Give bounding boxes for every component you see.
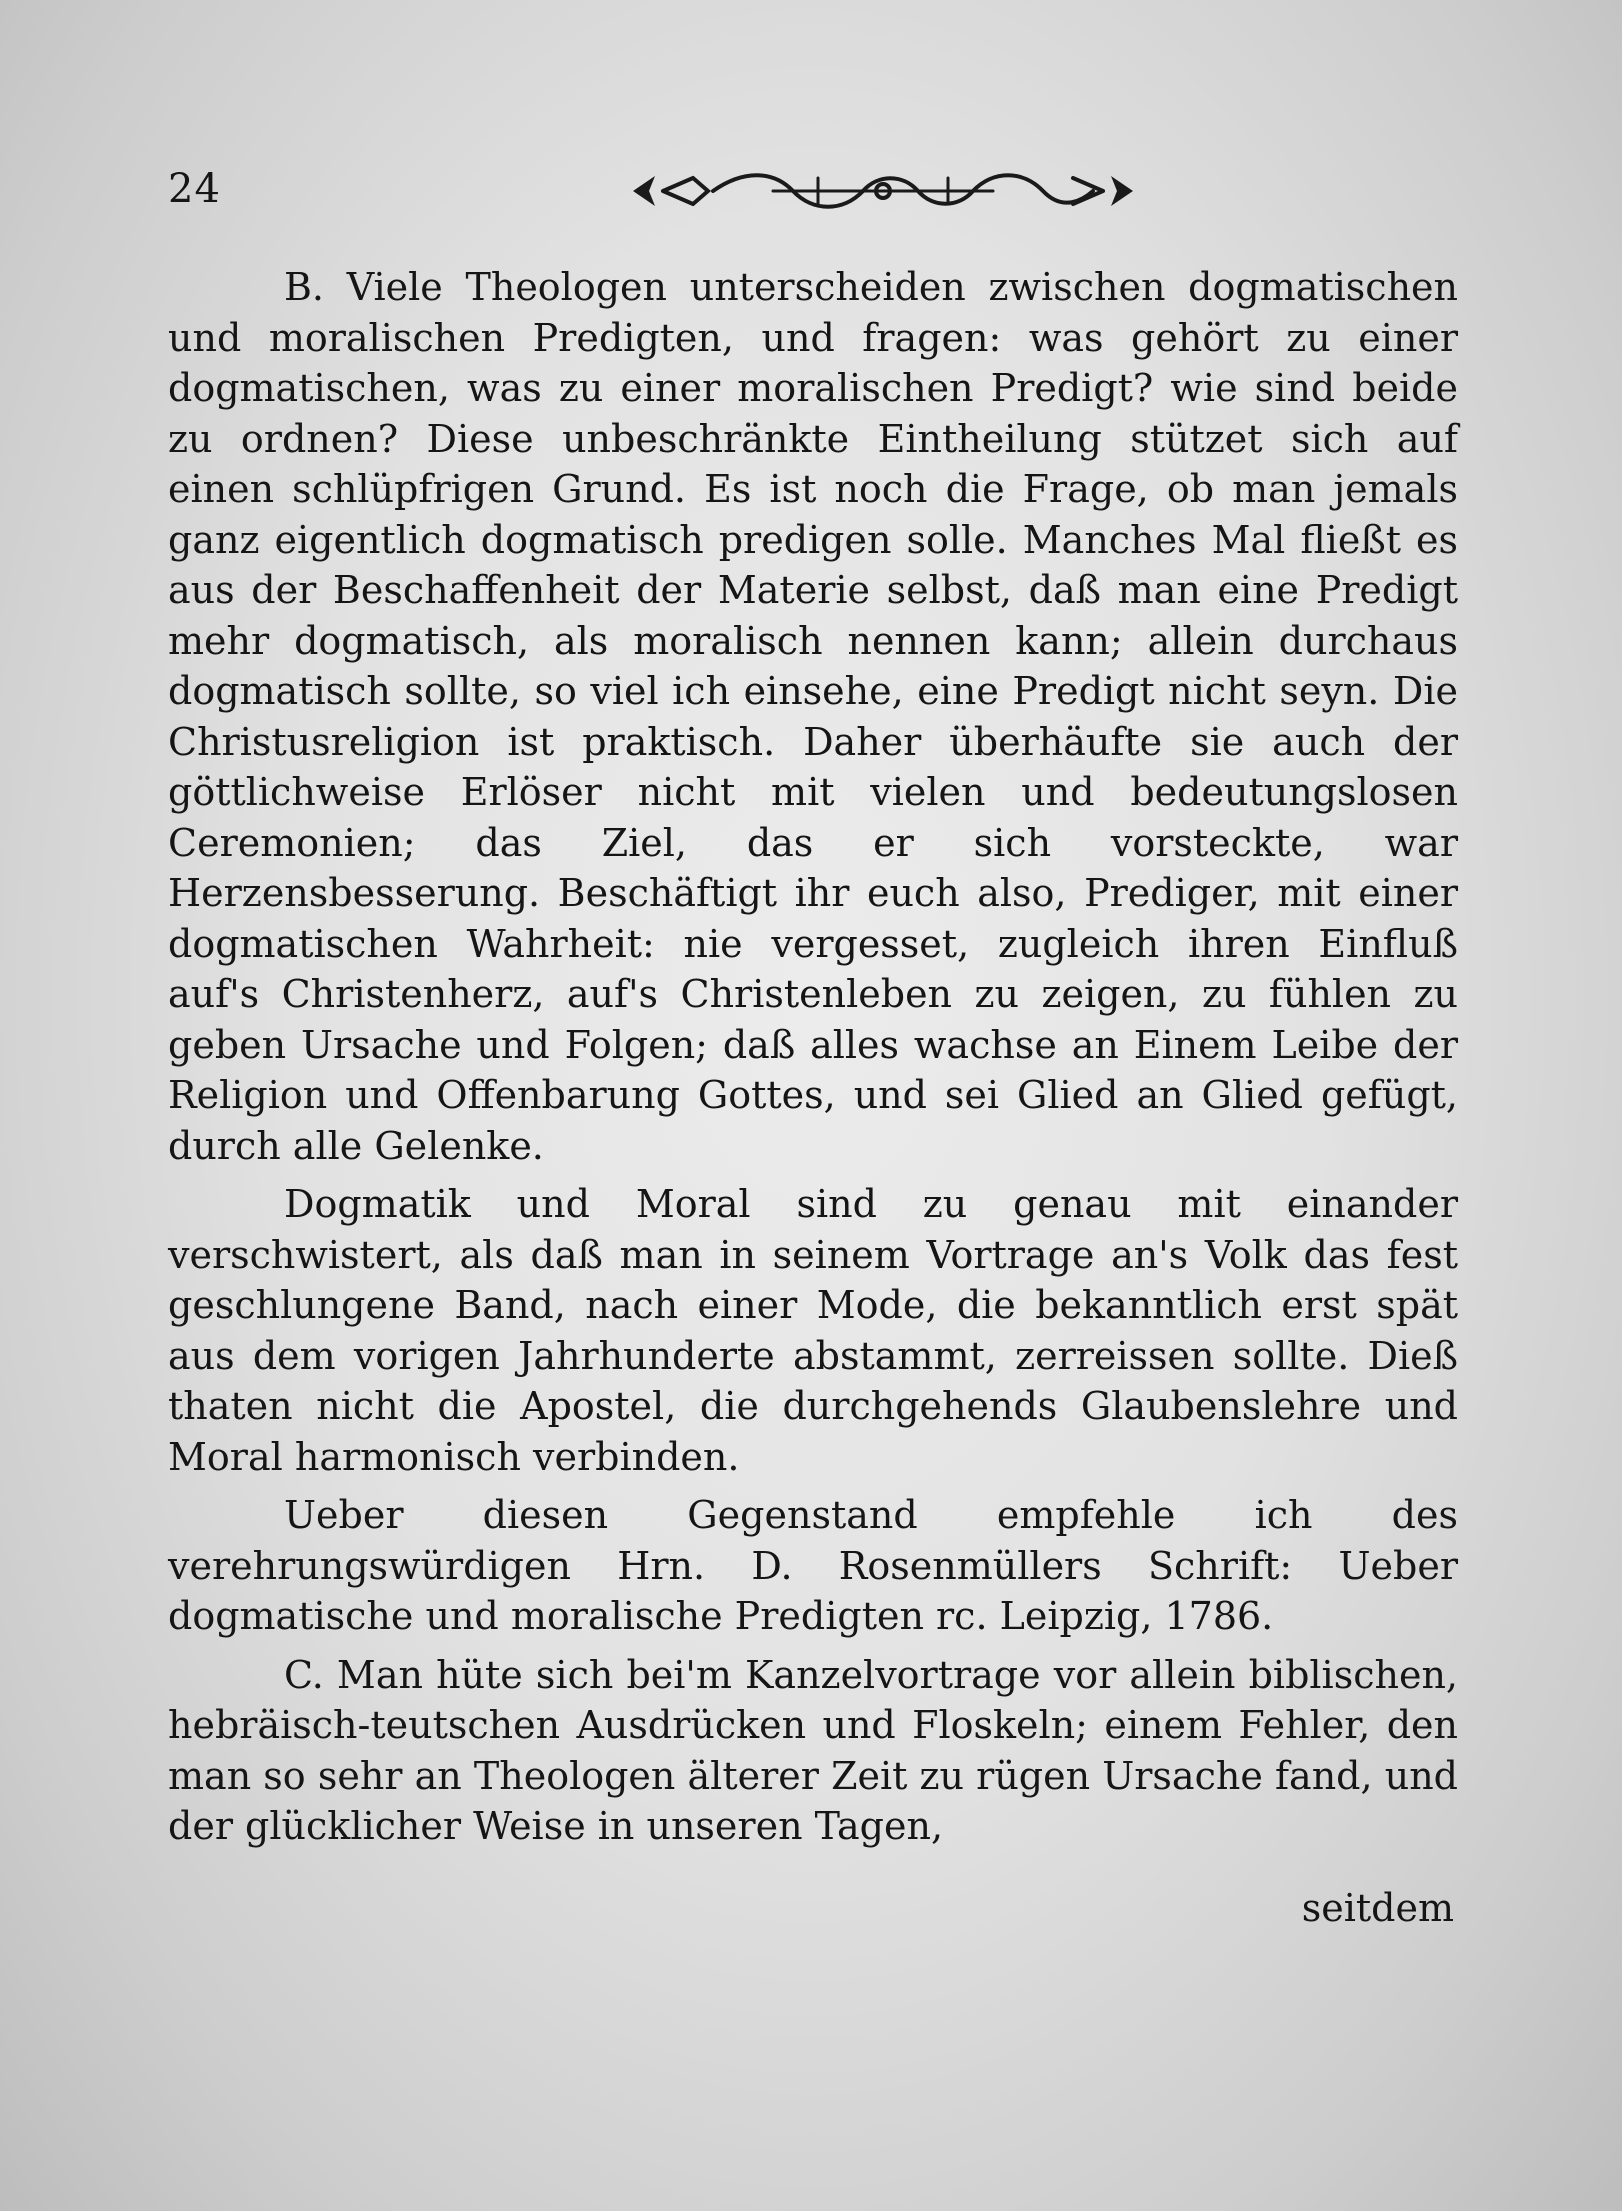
body-text	[168, 262, 1458, 1852]
paragraph-c: C. Man hüte sich bei'm Kanzelvortrage vor allein biblischen, hebräisch-teutschen Ausdrücken und Floskeln; einem Fehler, den man so sehr an Theologen älterer Zeit zu rügen Ursache fand, und der glücklicher Weise in unseren Tagen,	[168, 1652, 1458, 1848]
ornament-icon	[623, 160, 1143, 222]
page-header	[168, 160, 1458, 230]
paragraph-ueber: Ueber diesen Gegenstand empfehle ich des verehrungswürdigen Hrn. D. Rosenmüllers Schrift: Ueber dogmatische und moralische Predigten rc. Leipzig, 1786.	[168, 1493, 1458, 1638]
paragraph-b: B. Viele Theologen unterscheiden zwischen dogmatischen und moralischen Predigten, und fragen: was gehört zu einer dogmatischen, was zu einer moralischen Predigt? wie sind beide zu ordnen? Diese unbeschränkte Eintheilung stützet sich auf einen schlüpfrigen Grund. Es ist noch die Frage, ob man jemals ganz eigentlich dogmatisch predigen solle. Manches Mal fließt es aus der Beschaffenheit der Materie selbst, daß man eine Predigt mehr dogmatisch, als moralisch nennen kann; allein durchaus dogmatisch sollte, so viel ich einsehe, eine Predigt nicht seyn. Die Christusreligion ist praktisch. Daher überhäufte sie auch der göttlichweise Erlöser nicht mit vielen und bedeutungslosen Ceremonien; das Ziel, das er sich vorsteckte, war Herzensbesserung. Beschäftigt ihr euch also, Prediger, mit einer dogmatischen Wahrheit: nie vergesset, zugleich ihren Einfluß auf's Christenherz, auf's Christenleben zu zeigen, zu fühlen zu geben Ursache und Folgen; daß alles wachse an Einem Leibe der Religion und Offenbarung Gottes, und sei Glied an Glied gefügt, durch alle Gelenke.	[168, 265, 1458, 1168]
page-number: 24	[168, 166, 221, 212]
paragraph-dogmatik: Dogmatik und Moral sind zu genau mit einander verschwistert, als daß man in seinem Vortrage an's Volk das fest geschlungene Band, nach einer Mode, die bekanntlich erst spät aus dem vorigen Jahrhunderte abstammt, zerreissen sollte. Dieß thaten nicht die Apostel, die durchgehends Glaubenslehre und Moral harmonisch verbinden.	[168, 1182, 1458, 1479]
catchword: seitdem	[1301, 1886, 1454, 1930]
